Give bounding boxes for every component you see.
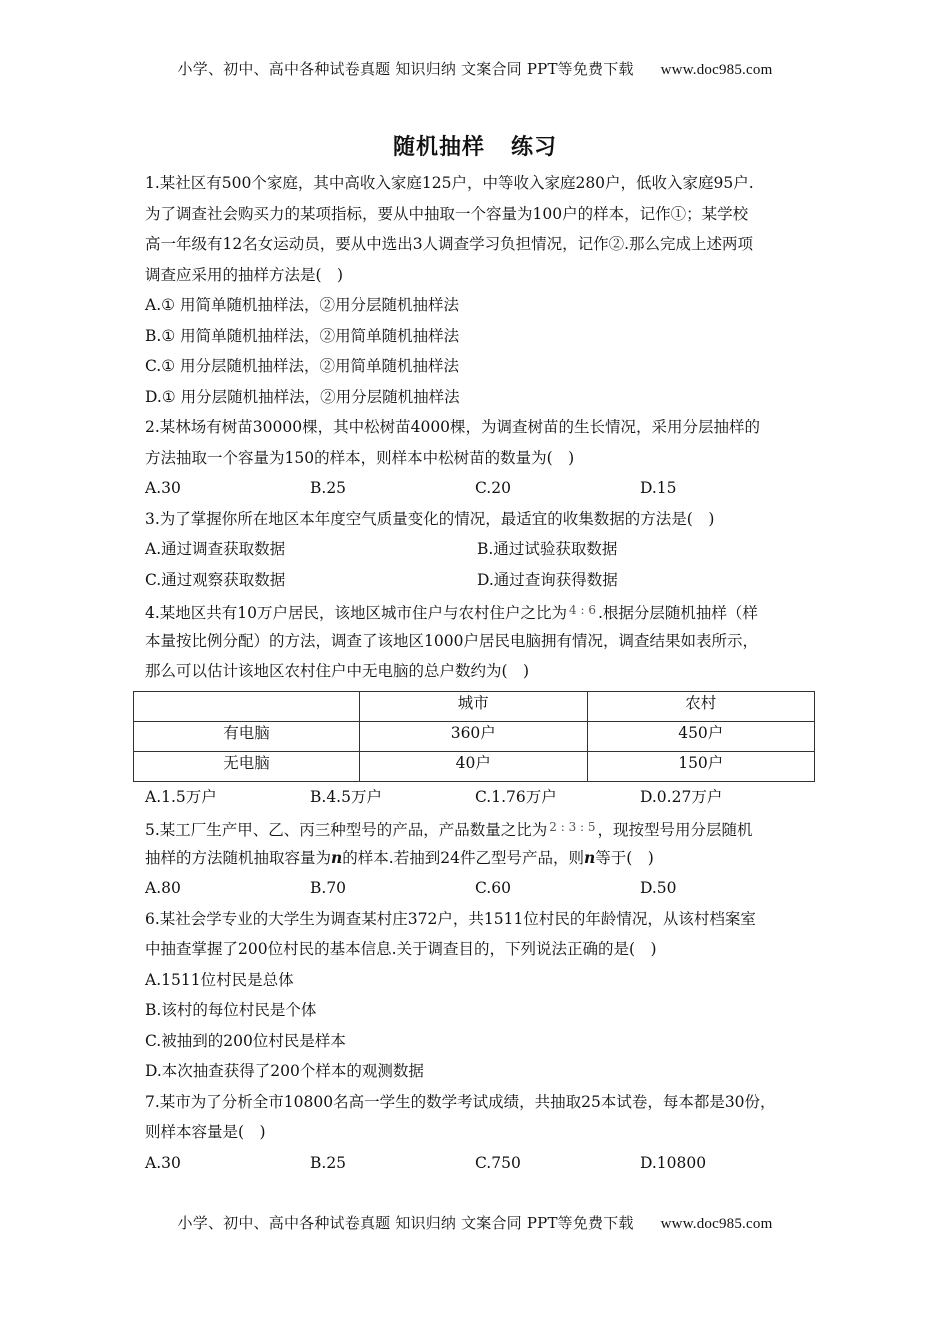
option-c: C.① 用分层随机抽样法，②用简单随机抽样法 xyxy=(145,357,460,375)
option-b: B.通过试验获取数据 xyxy=(477,540,618,558)
options-row xyxy=(145,534,815,565)
ratio-formula: 2 : 3 : 5 xyxy=(549,820,596,834)
option-a: A.1511位村民是总体 xyxy=(145,970,294,989)
options-row xyxy=(145,473,815,504)
table-cell: 有电脑 xyxy=(134,721,360,751)
variable-n: n xyxy=(331,847,343,867)
option-c: C.被抽到的200位村民是样本 xyxy=(145,1031,346,1050)
option-a: A.通过调查获取数据 xyxy=(145,540,286,558)
option-a: A.30 xyxy=(145,479,181,497)
table-row xyxy=(134,751,815,781)
question-text: 7.某市为了分析全市10800名高一学生的数学考试成绩，共抽取25本试卷，每本都是30份， xyxy=(145,1092,776,1111)
question-text: 则样本容量是( ) xyxy=(145,1123,266,1141)
option-c: C.20 xyxy=(475,479,511,497)
option-d: D.50 xyxy=(640,879,677,897)
options-row xyxy=(145,873,815,904)
ratio-formula: 4 : 6 xyxy=(569,603,596,617)
question-text: 3.为了掌握你所在地区本年度空气质量变化的情况，最适宜的收集数据的方法是( ) xyxy=(145,509,715,528)
options-row xyxy=(145,1148,815,1179)
table-cell: 150户 xyxy=(587,751,815,781)
table-header-row xyxy=(134,691,815,721)
table-cell: 城市 xyxy=(360,691,588,721)
page-header xyxy=(0,58,950,79)
option-d: D.10800 xyxy=(640,1153,707,1172)
option-d: D.① 用分层随机抽样法，②用分层随机抽样法 xyxy=(145,387,460,406)
question-text: 2.某林场有树苗30000棵，其中松树苗4000棵，为调查树苗的生长情况，采用分层抽样的 xyxy=(145,418,761,436)
options-row xyxy=(145,782,815,813)
header-text: 小学、初中、高中各种试卷真题 知识归纳 文案合同 PPT等免费下载 xyxy=(177,60,634,78)
question-text: 高一年级有12名女运动员，要从中选出3人调查学习负担情况，记作②.那么完成上述两项 xyxy=(145,235,754,253)
option-b: B.该村的每位村民是个体 xyxy=(145,1001,317,1019)
table-cell xyxy=(134,691,360,721)
survey-table xyxy=(133,691,815,782)
options-row xyxy=(145,565,815,596)
question-text: 中抽查掌握了200位村民的基本信息.关于调查目的，下列说法正确的是( ) xyxy=(145,940,657,958)
option-c: C.通过观察获取数据 xyxy=(145,570,286,589)
option-d: D.15 xyxy=(640,479,677,497)
question-text: 为了调查社会购买力的某项指标，要从中抽取一个容量为100户的样本，记作①；某学校 xyxy=(145,204,749,223)
table-cell: 农村 xyxy=(587,691,815,721)
table-cell: 40户 xyxy=(360,751,588,781)
option-d: D.通过查询获得数据 xyxy=(477,570,618,589)
question-text: 那么可以估计该地区农村住户中无电脑的总户数约为( ) xyxy=(145,662,530,680)
option-b: B.70 xyxy=(310,879,347,897)
footer-text: 小学、初中、高中各种试卷真题 知识归纳 文案合同 PPT等免费下载 xyxy=(177,1214,634,1232)
footer-url-link[interactable]: www.doc985.com xyxy=(660,1216,773,1232)
question-text: 抽样的方法随机抽取容量为n的样本.若抽到24件乙型号产品，则n等于( ) xyxy=(145,847,654,867)
question-7 xyxy=(145,1087,815,1179)
question-list xyxy=(145,168,815,1178)
option-d: D.本次抽查获得了200个样本的观测数据 xyxy=(145,1062,424,1080)
question-1 xyxy=(145,168,815,412)
question-5 xyxy=(145,812,815,904)
question-text: 4.某地区共有10万户居民，该地区城市住户与农村住户之比为 $^{4 : 6}$ .根据分层随机抽样（样 xyxy=(145,603,758,622)
option-c: C.60 xyxy=(475,879,511,897)
page-footer xyxy=(0,1212,950,1233)
question-text: 5.某工厂生产甲、乙、丙三种型号的产品，产品数量之比为 $^{2 : 3 : 5}$ ，现按型号用分层随机 xyxy=(145,820,753,839)
option-d: D.0.27万户 xyxy=(640,787,723,806)
option-a: A.30 xyxy=(145,1153,181,1172)
page-title: 随机抽样 练习 xyxy=(392,134,558,160)
option-b: B.25 xyxy=(310,1153,347,1172)
question-text: 1.某社区有500个家庭，其中高收入家庭125户，中等收入家庭280户，低收入家庭95户. xyxy=(145,174,754,192)
question-2 xyxy=(145,412,815,504)
table-cell: 450户 xyxy=(587,721,815,751)
question-text: 6.某社会学专业的大学生为调查某村庄372户，共1511位村民的年龄情况，从该村档案室 xyxy=(145,909,756,928)
option-c: C.1.76万户 xyxy=(475,787,557,806)
question-text: 方法抽取一个容量为150的样本，则样本中松树苗的数量为( ) xyxy=(145,448,575,467)
table-cell: 无电脑 xyxy=(134,751,360,781)
question-6 xyxy=(145,904,815,1087)
option-c: C.750 xyxy=(475,1153,521,1172)
table-row xyxy=(134,721,815,751)
option-b: B.25 xyxy=(310,479,347,497)
header-url-link[interactable]: www.doc985.com xyxy=(660,62,773,78)
table-cell: 360户 xyxy=(360,721,588,751)
question-4 xyxy=(145,595,815,812)
option-a: A.80 xyxy=(145,879,181,897)
option-a: A.1.5万户 xyxy=(145,787,217,806)
variable-n: n xyxy=(583,847,596,867)
question-3 xyxy=(145,504,815,596)
question-text: 调查应采用的抽样方法是( ) xyxy=(145,265,344,284)
option-b: B.4.5万户 xyxy=(310,787,382,806)
question-text: 本量按比例分配）的方法，调查了该地区1000户居民电脑拥有情况，调查结果如表所示， xyxy=(145,631,758,650)
option-a: A.① 用简单随机抽样法，②用分层随机抽样法 xyxy=(145,296,459,314)
option-b: B.① 用简单随机抽样法，②用简单随机抽样法 xyxy=(145,326,460,345)
